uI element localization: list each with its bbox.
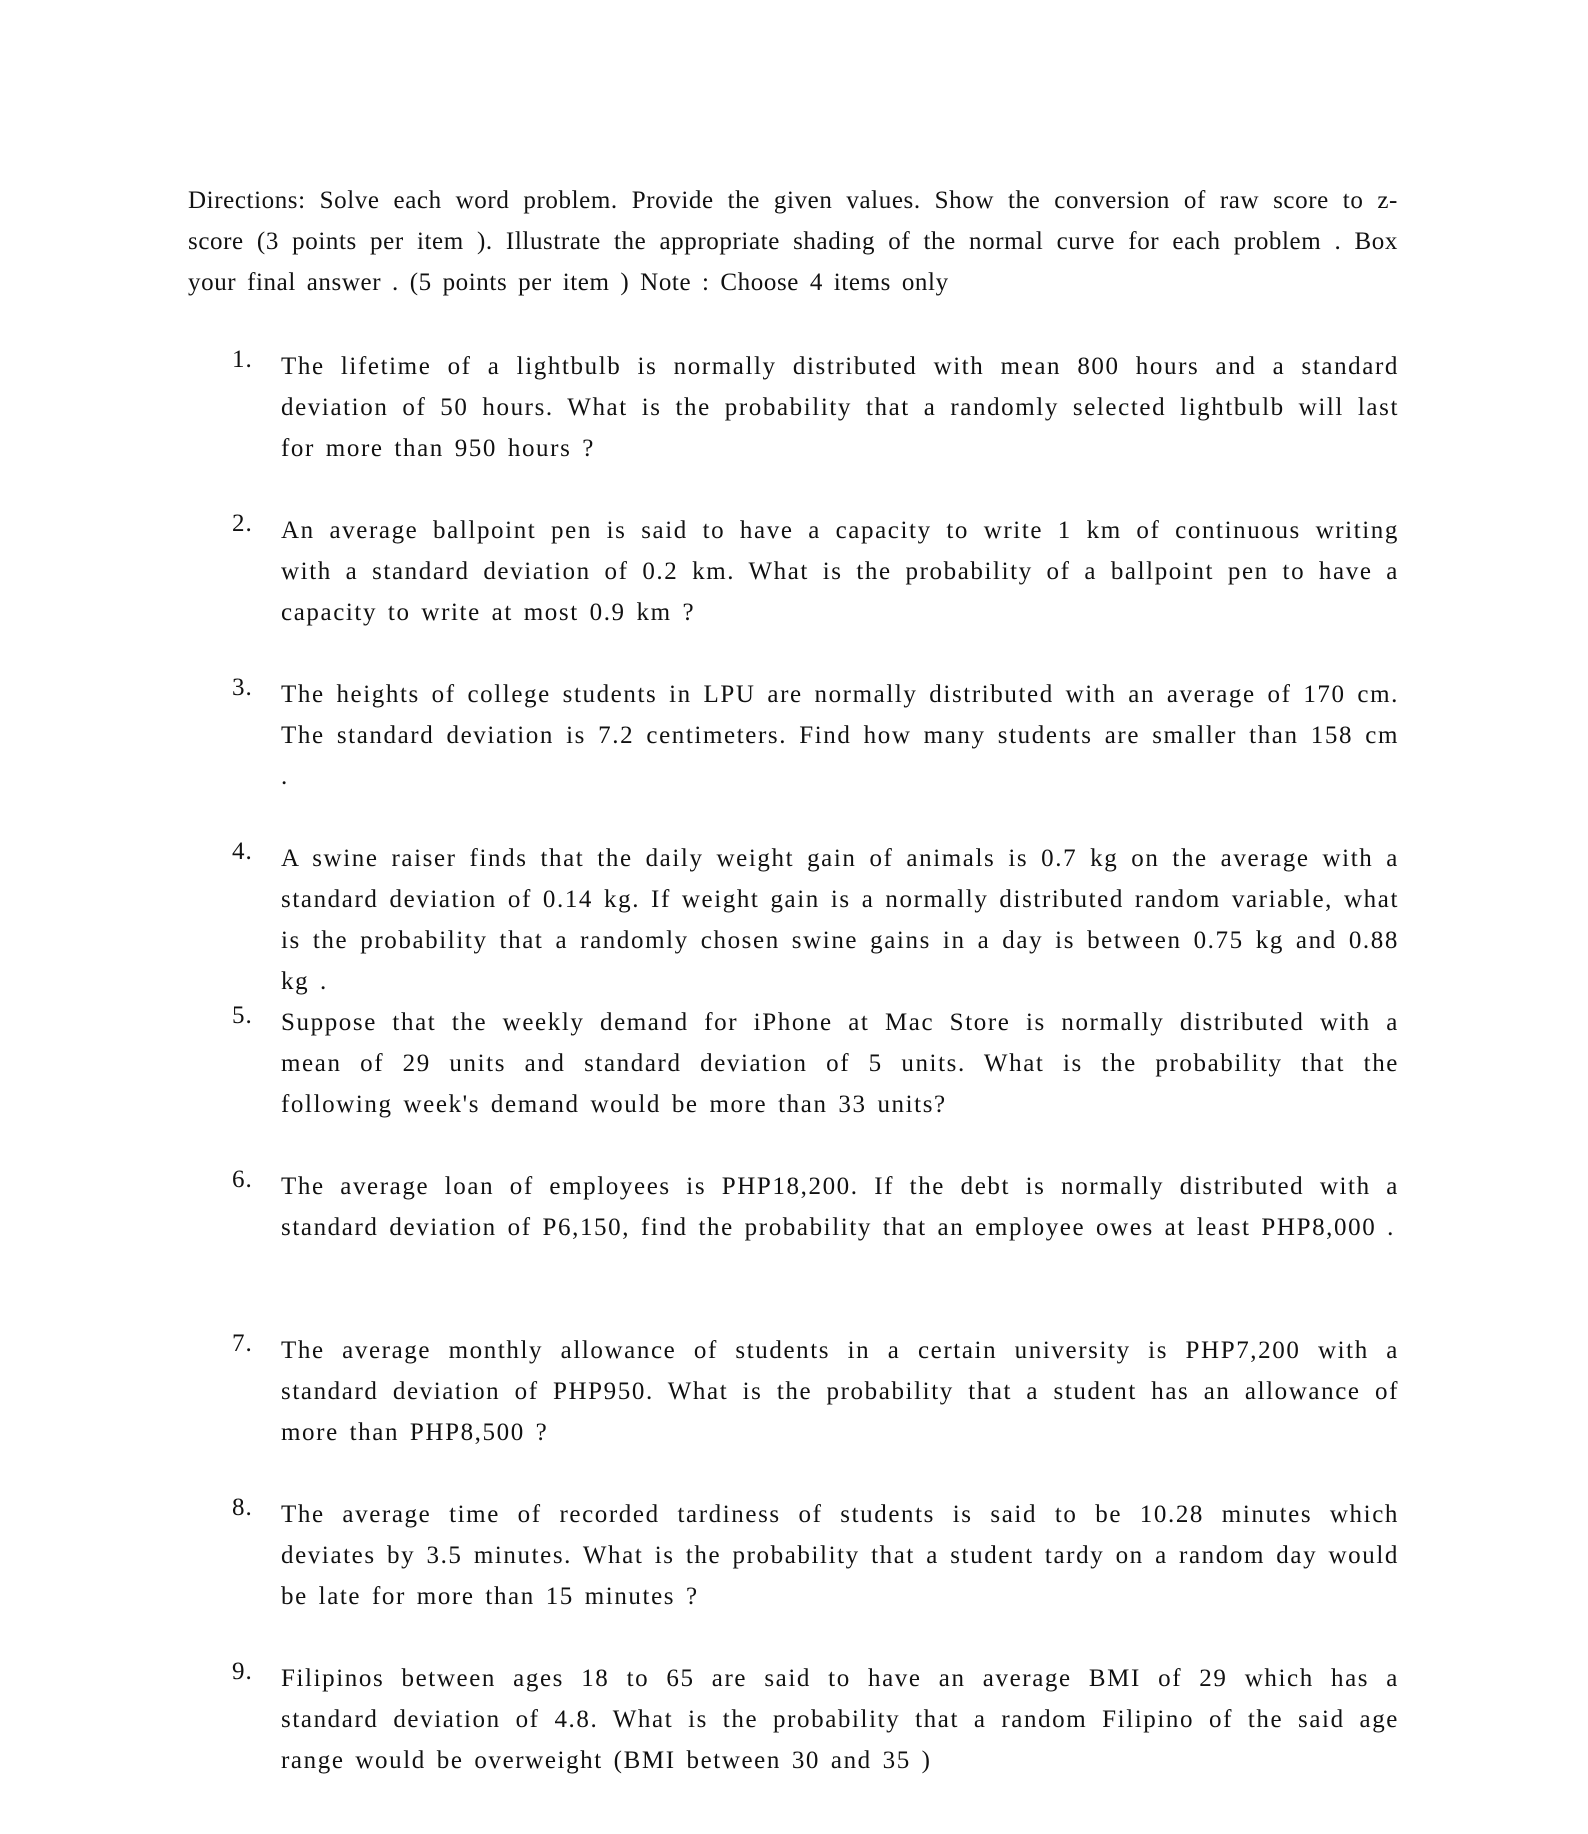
problem-item	[0, 1324, 1588, 1488]
directions-text: Directions: Solve each word problem. Provide the given values. Show the conversion of raw score to z-score (3 points per item ). Illustrate the appropriate shading of the normal curve for each problem . Box your final answer . (5 points per item ) Note : Choose 4 items only	[188, 187, 1398, 296]
problem-number: 7.	[232, 1330, 253, 1357]
problem-item	[0, 832, 1588, 996]
problem-item	[0, 668, 1588, 832]
problem-item	[0, 504, 1588, 668]
problem-list	[0, 340, 1588, 1816]
problem-item	[0, 1160, 1588, 1324]
problem-text: The heights of college students in LPU are normally distributed with an average of 170 cm. The standard deviation is 7.2 centimeters. Find how many students are smaller than 158 cm .	[281, 681, 1399, 790]
problem-text: The average monthly allowance of students in a certain university is PHP7,200 with a standard deviation of PHP950. What is the probability that a student has an allowance of more than PHP8,500 ?	[281, 1337, 1399, 1446]
problem-number: 6.	[232, 1166, 253, 1193]
problem-item	[0, 340, 1588, 504]
problem-text: Filipinos between ages 18 to 65 are said to have an average BMI of 29 which has a standard deviation of 4.8. What is the probability that a random Filipino of the said age range would be overweight (BMI between 30 and 35 )	[281, 1665, 1399, 1774]
problem-item	[0, 996, 1588, 1160]
problem-number: 2.	[232, 510, 253, 537]
problem-number: 5.	[232, 1002, 253, 1029]
problem-number: 4.	[232, 838, 253, 865]
problem-number: 3.	[232, 674, 253, 701]
problem-item	[0, 1652, 1588, 1816]
problem-item	[0, 1488, 1588, 1652]
problem-text: The average time of recorded tardiness of students is said to be 10.28 minutes which deviates by 3.5 minutes. What is the probability that a student tardy on a random day would be late for more than 15 minutes ?	[281, 1501, 1399, 1610]
problem-text: Suppose that the weekly demand for iPhone at Mac Store is normally distributed with a mean of 29 units and standard deviation of 5 units. What is the probability that the following week's demand would be more than 33 units?	[281, 1009, 1399, 1118]
problem-text: The lifetime of a lightbulb is normally distributed with mean 800 hours and a standard deviation of 50 hours. What is the probability that a randomly selected lightbulb will last for more than 950 hours ?	[281, 353, 1399, 462]
problem-number: 1.	[232, 346, 253, 373]
problem-number: 8.	[232, 1494, 253, 1521]
problem-text: The average loan of employees is PHP18,200. If the debt is normally distributed with a standard deviation of P6,150, find the probability that an employee owes at least PHP8,000 .	[281, 1173, 1399, 1241]
problem-text: An average ballpoint pen is said to have a capacity to write 1 km of continuous writing with a standard deviation of 0.2 km. What is the probability of a ballpoint pen to have a capacity to write at most 0.9 km ?	[281, 517, 1399, 626]
problem-number: 9.	[232, 1658, 253, 1685]
problem-text: A swine raiser finds that the daily weight gain of animals is 0.7 kg on the average with a standard deviation of 0.14 kg. If weight gain is a normally distributed random variable, what is the probability that a randomly chosen swine gains in a day is between 0.75 kg and 0.88 kg .	[281, 845, 1399, 995]
